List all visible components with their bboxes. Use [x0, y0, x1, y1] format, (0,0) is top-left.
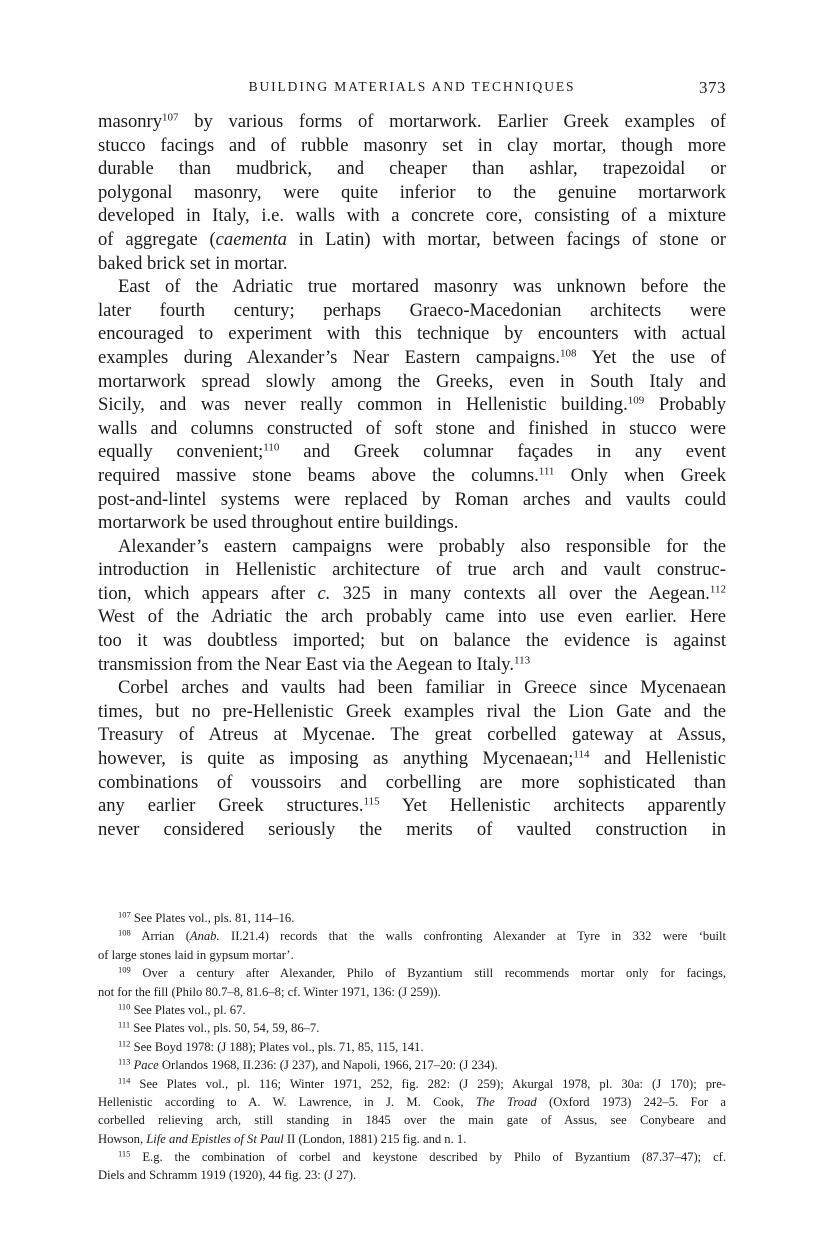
italic-text: The Troad — [475, 1094, 537, 1109]
note-reference: 114 — [118, 1074, 131, 1085]
text-segment: Arrian ( — [130, 929, 190, 944]
footnotes — [98, 909, 726, 1185]
page-number: 373 — [699, 78, 726, 97]
text-line — [98, 110, 726, 134]
text-segment: of aggregate ( — [98, 228, 216, 250]
note-reference: 112 — [118, 1038, 131, 1049]
text-segment: later fourth century; perhaps Graeco-Macedonian architects were — [98, 299, 726, 321]
text-segment: durable than mudbrick, and cheaper than ashlar, trapezoidal or — [98, 158, 726, 180]
text-segment: in Latin) with mortar, between facings of stone or — [286, 228, 726, 250]
text-segment: Only when Greek — [554, 464, 726, 486]
running-title: BUILDING MATERIALS AND TECHNIQUES — [248, 79, 576, 94]
text-segment: examples during Alexander’s Near Eastern campaigns. — [98, 346, 561, 368]
text-segment: required massive stone beams above the columns. — [98, 464, 539, 486]
text-segment: West of the Adriatic the arch probably came into use even earlier. Here — [98, 606, 726, 628]
text-segment: times, but no pre-Hellenistic Greek examples rival the Lion Gate and the — [98, 700, 726, 722]
text-segment: See Plates vol., pls. 50, 54, 59, 86–7. — [130, 1021, 320, 1036]
text-segment: too it was doubtless imported; but on balance the evidence is against — [98, 630, 726, 652]
note-reference: 111 — [118, 1019, 131, 1030]
footnote-line — [98, 964, 726, 982]
text-line — [98, 299, 726, 323]
footnote-line — [98, 1148, 726, 1166]
footnote-line — [98, 1019, 726, 1037]
text-segment: however, is quite as imposing as anything Mycenaean; — [98, 748, 574, 770]
text-segment: Sicily, and was never really common in Hellenistic building. — [98, 394, 628, 416]
text-line — [98, 157, 726, 181]
text-line — [98, 228, 726, 252]
note-reference: 114 — [573, 748, 590, 761]
text-line — [98, 346, 726, 370]
text-segment: introduction in Hellenistic architecture of true arch and vault construc- — [98, 559, 726, 581]
text-segment: any earlier Greek structures. — [98, 795, 364, 817]
text-line — [98, 134, 726, 158]
text-line — [98, 204, 726, 228]
note-reference: 110 — [263, 441, 280, 454]
note-reference: 113 — [514, 654, 531, 667]
text-segment: not for the fill (Philo 80.7–8, 81.6–8; cf. Winter 1971, 136: (J 259)). — [98, 984, 441, 999]
text-segment: developed in Italy, i.e. walls with a concrete core, consisting of a mixture — [98, 205, 726, 227]
text-line — [98, 818, 726, 842]
text-line — [98, 582, 726, 606]
text-line — [98, 511, 726, 535]
footnote-line — [98, 1001, 726, 1019]
text-segment: stucco facings and of rubble masonry set in clay mortar, though more — [98, 134, 726, 156]
text-segment: encouraged to experiment with this technique by encounters with actual — [98, 323, 726, 345]
text-segment: tion, which appears after — [98, 582, 318, 604]
text-segment: never considered seriously the merits of vaulted construction in — [98, 818, 726, 840]
text-line — [98, 629, 726, 653]
text-segment: E.g. the combination of corbel and keystone described by Philo of Byzantium (87.37–47); cf. — [130, 1150, 726, 1165]
running-head — [98, 79, 726, 101]
italic-text: caementa — [215, 228, 287, 250]
text-line — [98, 488, 726, 512]
note-reference: 115 — [363, 795, 380, 808]
text-line — [98, 605, 726, 629]
footnote-line — [98, 1093, 726, 1111]
italic-text: c. — [317, 582, 331, 604]
footnote-line — [98, 927, 726, 945]
text-segment: transmission from the Near East via the Aegean to Italy. — [98, 653, 514, 675]
text-line — [98, 275, 726, 299]
body-text — [98, 110, 726, 841]
text-line — [98, 322, 726, 346]
text-segment: and Hellenistic — [589, 748, 726, 770]
note-reference: 109 — [118, 964, 131, 975]
text-segment: of large stones laid in gypsum mortar’. — [98, 947, 294, 962]
text-segment: Probably — [644, 394, 726, 416]
text-line — [98, 700, 726, 724]
text-segment: 325 in many contexts all over the Aegean. — [330, 582, 710, 604]
text-line — [98, 181, 726, 205]
note-reference: 107 — [118, 909, 131, 920]
text-line — [98, 393, 726, 417]
text-segment: combinations of voussoirs and corbelling are more sophisticated than — [98, 771, 726, 793]
text-segment: II.21.4) records that the walls confronting Alexander at Tyre in 332 were ‘built — [219, 929, 726, 944]
text-segment: II (London, 1881) 215 fig. and n. 1. — [283, 1131, 467, 1146]
text-line — [98, 771, 726, 795]
text-line — [98, 417, 726, 441]
note-reference: 107 — [162, 111, 179, 124]
footnote-line — [98, 1130, 726, 1148]
footnote-line — [98, 1038, 726, 1056]
italic-text: Pace — [133, 1058, 159, 1073]
text-segment: baked brick set in mortar. — [98, 252, 288, 274]
note-reference: 108 — [118, 927, 131, 938]
note-reference: 115 — [118, 1148, 131, 1159]
italic-text: Anab. — [189, 929, 220, 944]
text-segment: See Plates vol., pl. 116; Winter 1971, 252, fig. 282: (J 259); Akurgal 1978, pl. 30a: (J 170); pre- — [130, 1076, 726, 1091]
text-segment: See Boyd 1978: (J 188); Plates vol., pls. 71, 85, 115, 141. — [130, 1039, 424, 1054]
text-line — [98, 440, 726, 464]
text-line — [98, 653, 726, 677]
italic-text: Life and Epistles of St Paul — [146, 1131, 284, 1146]
text-segment: mortarwork spread slowly among the Greeks, even in South Italy and — [98, 370, 726, 392]
text-line — [98, 794, 726, 818]
footnote-line — [98, 1166, 726, 1184]
text-line — [98, 747, 726, 771]
note-reference: 113 — [118, 1056, 131, 1067]
text-line — [98, 464, 726, 488]
text-segment: Hellenistic according to A. W. Lawrence, in J. M. Cook, — [98, 1094, 476, 1109]
text-segment: by various forms of mortarwork. Earlier Greek examples of — [178, 111, 726, 132]
text-segment: Corbel arches and vaults had been familiar in Greece since Mycenaean — [118, 677, 726, 699]
text-segment: Howson, — [98, 1131, 147, 1146]
text-segment: Diels and Schramm 1919 (1920), 44 fig. 23: (J 27). — [98, 1168, 357, 1183]
note-reference: 112 — [709, 583, 726, 596]
text-segment: masonry — [98, 111, 163, 132]
footnote-line — [98, 1111, 726, 1129]
text-segment: walls and columns constructed of soft stone and finished in stucco were — [98, 417, 726, 439]
text-segment: mortarwork be used throughout entire buildings. — [98, 512, 459, 534]
text-segment: and Greek columnar façades in any event — [279, 441, 726, 463]
footnote-line — [98, 983, 726, 1001]
text-segment: polygonal masonry, were quite inferior to the genuine mortarwork — [98, 181, 726, 203]
footnote-line — [98, 909, 726, 927]
text-segment: post-and-lintel systems were replaced by Roman arches and vaults could — [98, 488, 726, 510]
text-segment: East of the Adriatic true mortared masonry was unknown before the — [118, 276, 726, 298]
note-reference: 108 — [560, 347, 577, 360]
text-segment: Orlandos 1968, II.236: (J 237), and Napoli, 1966, 217–20: (J 234). — [158, 1058, 498, 1073]
text-line — [98, 723, 726, 747]
text-segment: See Plates vol., pls. 81, 114–16. — [130, 911, 295, 925]
footnote-line — [98, 946, 726, 964]
note-reference: 111 — [538, 465, 555, 478]
text-segment: equally convenient; — [98, 441, 264, 463]
text-line — [98, 535, 726, 559]
text-segment: See Plates vol., pl. 67. — [130, 1002, 246, 1017]
note-reference: 110 — [118, 1001, 131, 1012]
text-segment: Over a century after Alexander, Philo of Byzantium still recommends mortar only for facings, — [130, 966, 726, 981]
text-segment: Yet Hellenistic architects apparently — [379, 795, 727, 817]
text-segment: Treasury of Atreus at Mycenae. The great corbelled gateway at Assus, — [98, 724, 726, 746]
text-line — [98, 676, 726, 700]
footnote-line — [98, 1056, 726, 1074]
text-segment: Alexander’s eastern campaigns were probably also responsible for the — [118, 535, 726, 557]
note-reference: 109 — [627, 394, 645, 407]
footnote-line — [98, 1075, 726, 1093]
text-line — [98, 252, 726, 276]
text-line — [98, 370, 726, 394]
text-segment: (Oxford 1973) 242–5. For a — [536, 1094, 726, 1109]
text-line — [98, 558, 726, 582]
text-segment: Yet the use of — [576, 346, 726, 368]
text-segment: corbelled relieving arch, still standing in 1845 over the main gate of Assus, see Conybeare and — [98, 1113, 726, 1128]
